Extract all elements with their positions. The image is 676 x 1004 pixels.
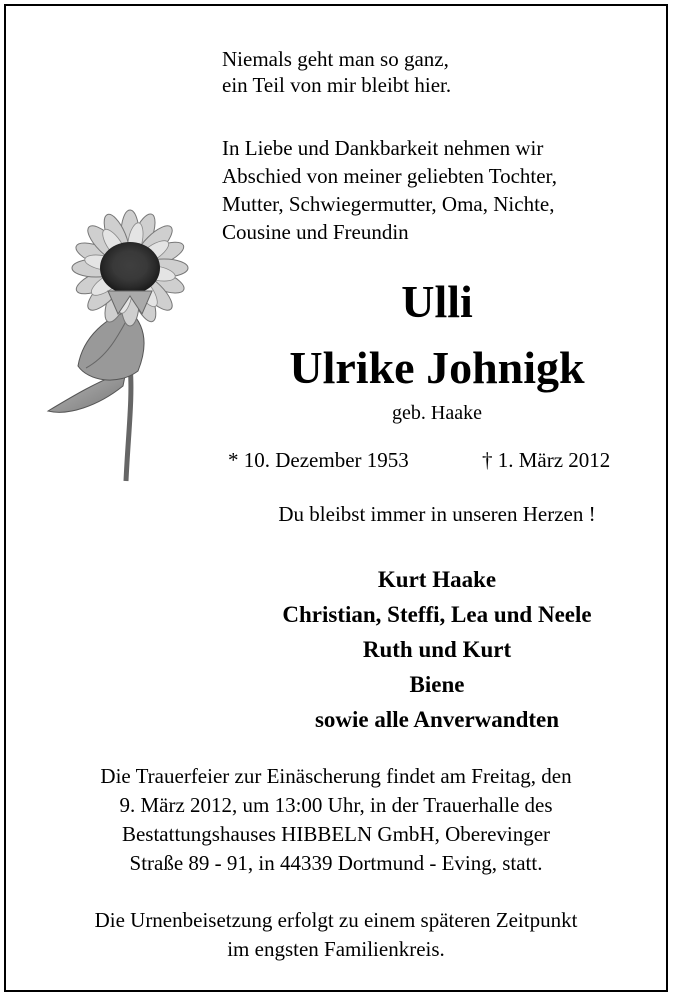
mourner-line: Christian, Steffi, Lea und Neele bbox=[282, 602, 592, 627]
funeral-service-info bbox=[26, 762, 646, 878]
urn-line-1: Die Urnenbeisetzung erfolgt zu einem späteren Zeitpunkt bbox=[94, 908, 578, 932]
intro-line-4: Cousine und Freundin bbox=[222, 220, 409, 244]
intro-line-1: In Liebe und Dankbarkeit nehmen wir bbox=[222, 136, 544, 160]
obituary-notice bbox=[4, 4, 668, 992]
intro-line-3: Mutter, Schwiegermutter, Oma, Nichte, bbox=[222, 192, 555, 216]
sunflower-image bbox=[38, 196, 218, 486]
deceased-first-name: Ulli bbox=[401, 276, 473, 327]
poem-line-1: Niemals geht man so ganz, bbox=[222, 47, 449, 71]
birth-date: * 10. Dezember 1953 bbox=[228, 448, 409, 472]
urn-line-2: im engsten Familienkreis. bbox=[227, 937, 445, 961]
deceased-full-name: Ulrike Johnigk bbox=[289, 342, 585, 393]
mourners-list bbox=[222, 562, 652, 737]
intro-line-2: Abschied von meiner geliebten Tochter, bbox=[222, 164, 557, 188]
mourner-line: Biene bbox=[409, 672, 465, 697]
motto: Du bleibst immer in unseren Herzen ! bbox=[278, 502, 596, 526]
death-date: † 1. März 2012 bbox=[482, 448, 611, 472]
mourner-line: Kurt Haake bbox=[377, 567, 497, 592]
service-line-3: Bestattungshauses HIBBELN GmbH, Oberevinger bbox=[121, 822, 551, 846]
mourner-line: Ruth und Kurt bbox=[362, 637, 512, 662]
poem-line-2: ein Teil von mir bleibt hier. bbox=[222, 73, 452, 97]
poem bbox=[222, 46, 642, 98]
service-line-1: Die Trauerfeier zur Einäscherung findet am Freitag, den bbox=[100, 764, 572, 788]
service-line-4: Straße 89 - 91, in 44339 Dortmund - Eving, statt. bbox=[129, 851, 543, 875]
service-line-2: 9. März 2012, um 13:00 Uhr, in der Trauerhalle des bbox=[119, 793, 553, 817]
deceased-maiden-name: geb. Haake bbox=[392, 402, 482, 424]
urn-burial-info bbox=[26, 906, 646, 964]
mourner-line: sowie alle Anverwandten bbox=[314, 707, 560, 732]
intro-text bbox=[222, 134, 646, 246]
